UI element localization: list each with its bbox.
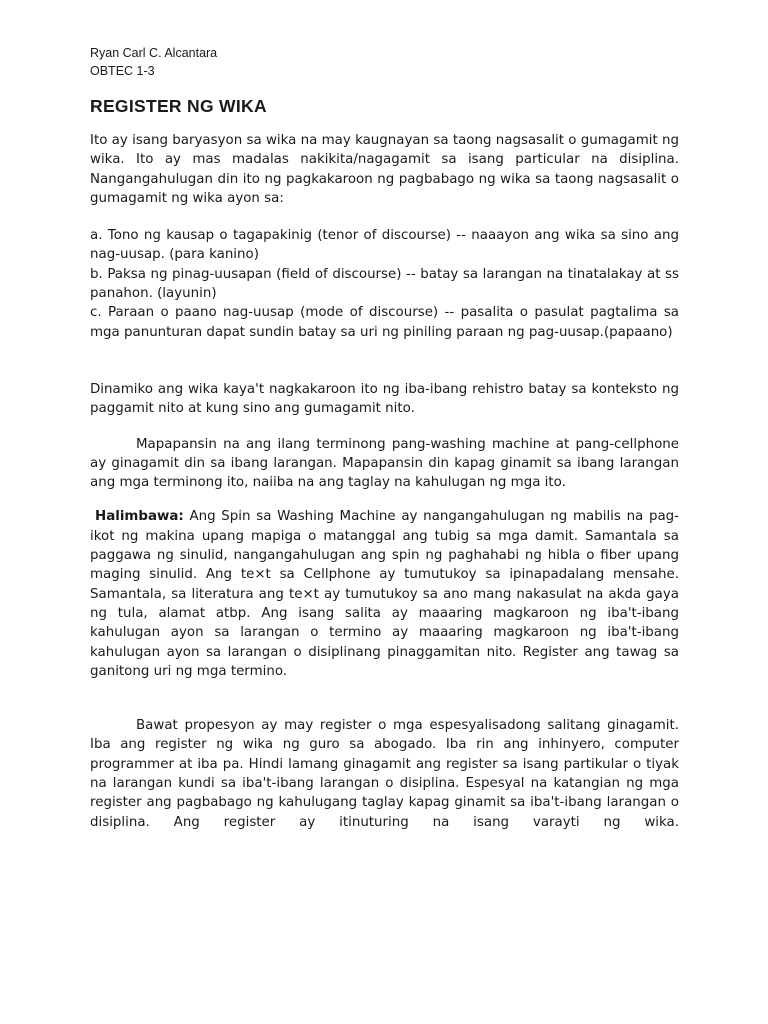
bawat-paragraph: Bawat propesyon ay may register o mga espesyalisadong salitang ginagamit. Iba ang register ng wika ng guro sa abogado. Iba rin ang inhinyero, computer programmer at iba pa. Hindi lamang ginagamit ang register sa isang partikular o tiyak na larangan kundi sa iba't-ibang larangan o disiplina. Espesyal na katangian ng mga register ang pagbabago ng kahulugang taglay kapag ginamit sa iba't-ibang larangan o disiplina. Ang register ay itinuturing na isang varayti ng wika. (90, 718, 679, 830)
discourse-list (90, 226, 679, 342)
halimbawa-paragraph (90, 507, 679, 681)
halimbawa-label: Halimbawa: (95, 509, 184, 525)
document-page (90, 44, 679, 832)
halimbawa-text: Ang Spin sa Washing Machine ay nangangahulugan ng mabilis na pag-ikot ng makina upang mapiga o matanggal ang tubig sa mga damit. Samantala sa paggawa ng sinulid, nangangahulugan ang spin ng paghahabi ng hibla o fiber upang maging sinulid. Ang te×t sa Cellphone ay tumutukoy sa ipinapadalang mensahe. Samantala, sa literatura ang te×t ay tumutukoy sa ano mang nakasulat na akda gaya ng tula, alamat atbp. Ang isang salita ay maaaring magkaroon ng iba't-ibang kahulugan ayon sa larangan o termino ay maaaring magkaroon ng iba't-ibang kahulugan ayon sa larangan o disiplinang pinaggamitan nito. Register ang tawag sa ganitong uri ng mga termino. (90, 509, 679, 679)
author-section: OBTEC 1-3 (90, 64, 155, 78)
document-title: REGISTER NG WIKA (90, 96, 267, 116)
mapapansin-paragraph: Mapapansin na ang ilang terminong pang-washing machine at pang-cellphone ay ginagamit din sa ibang larangan. Mapapansin din kapag ginamit sa ibang larangan ang mga terminong ito, naiiba na ang taglay na kahulugan ng mga ito. (90, 436, 679, 491)
dinamiko-paragraph: Dinamiko ang wika kaya't nagkakaroon ito ng iba-ibang rehistro batay sa konteksto ng paggamit nito at kung sino ang gumagamit nito. (90, 381, 679, 417)
list-item-field: b. Paksa ng pinag-uusapan (field of discourse) -- batay sa larangan na tinatalakay at ss panahon. (layunin) (90, 266, 679, 302)
list-item-tenor: a. Tono ng kausap o tagapakinig (tenor of discourse) -- naaayon ang wika sa sino ang nag-uusap. (para kanino) (90, 228, 679, 263)
intro-paragraph: Ito ay isang baryasyon sa wika na may kaugnayan sa taong nagsasalit o gumagamit ng wika. Ito ay mas madalas nakikita/nagagamit sa isang particular na disiplina. Nangangahulugan din ito ng pagkakaroon ng pagbabago ng wika sa taong nagsasalit o gumagamit ng wika ayon sa: (90, 133, 679, 206)
author-name: Ryan Carl C. Alcantara (90, 46, 218, 60)
list-item-mode: c. Paraan o paano nag-uusap (mode of discourse) -- pasalita o pasulat pagtalima sa mga panunturan dapat sundin batay sa uri ng piniling paraan ng pag-uusap.(papaano) (90, 305, 679, 340)
